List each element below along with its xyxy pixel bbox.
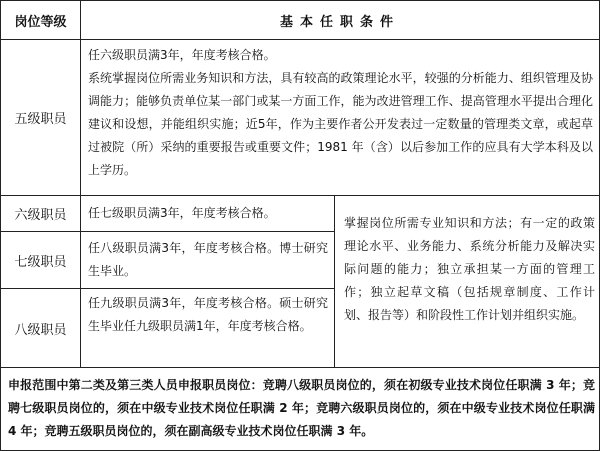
shared-requirements-cell: 掌握岗位所需专业知识和方法；有一定的政策理论水平、业务能力、系统分析能力及解决实际问题的能力；独立承担某一方面的管理工作；独立起草文稿（包括规章制度、工作计划、报告等）和阶段性工作计划并组织实施。 — [344, 216, 595, 322]
table-rule — [0, 367, 600, 368]
footnote: 申报范围中第二类及第三类人员申报职员岗位：竞聘八级职员岗位的，须在初级专业技术岗位任职满 3 年；竞聘七级职员岗位的，须在中级专业技术岗位任职满 2 年；竞聘六级职员岗位的，须在中级专业技术岗位任职满 4 年；竞聘五级职员岗位的，须在副高级专业技术岗位任职满 3 年。 — [8, 378, 595, 438]
level-cell: 六级职员 — [14, 208, 67, 223]
requirements-cell: 任九级职员满3年，年度考核合格。硕士研究生毕业任九级职员满1年，年度考核合格。 — [88, 296, 328, 333]
header-level-column: 岗位等级 — [14, 14, 67, 30]
header-requirements-column: 基本任职条件 — [279, 14, 400, 30]
table-rule — [0, 39, 600, 40]
requirements-cell: 任六级职员满3年，年度考核合格。 系统掌握岗位所需业务知识和方法，具有较高的政策理论水平，较强的分析能力、组织管理及协调能力；能够负责单位某一部门或某一方面工作，能为改进管理工作、提高管理水平提出合理化建议和设想，并能组织实施；近5年，作为主要作者公开发表过一定数量的管理类文章，或起草过被院（所）采纳的重要报告或重要文件；1981 年（含）以后参加工作的应具有大学本科及以上学历。 — [88, 48, 593, 177]
level-cell: 八级职员 — [14, 322, 67, 338]
table-rule — [0, 195, 600, 196]
level-cell: 七级职员 — [14, 254, 67, 270]
requirements-cell: 任八级职员满3年，年度考核合格。博士研究生毕业。 — [88, 241, 328, 278]
level-cell: 五级职员 — [14, 112, 67, 127]
requirements-cell: 任七级职员满3年，年度考核合格。 — [88, 206, 276, 220]
